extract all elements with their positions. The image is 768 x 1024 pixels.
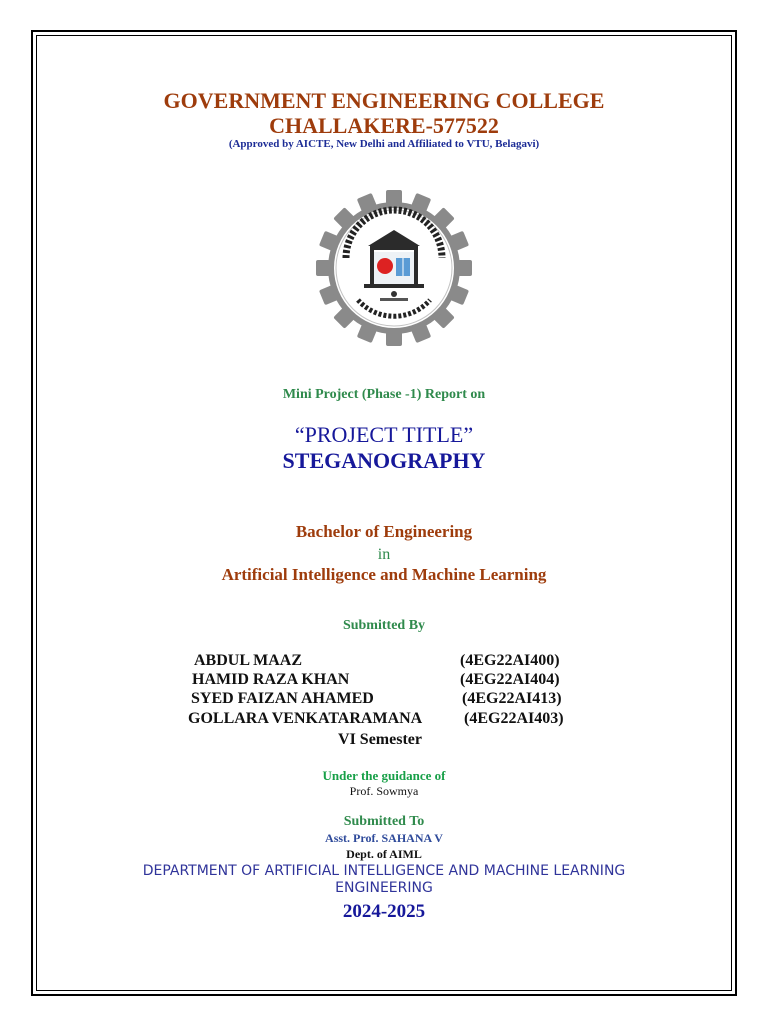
degree-branch: Artificial Intelligence and Machine Learning xyxy=(221,565,547,584)
guide-name: Prof. Sowmya xyxy=(349,784,419,798)
approval-note: (Approved by AICTE, New Delhi and Affiliated to VTU, Belagavi) xyxy=(228,138,540,150)
department-name xyxy=(0,863,768,897)
project-title-label: “PROJECT TITLE” xyxy=(294,422,474,447)
semester: VI Semester xyxy=(338,731,422,748)
student-name: HAMID RAZA KHAN xyxy=(192,671,350,688)
report-intro: Mini Project (Phase -1) Report on xyxy=(282,387,486,402)
submitted-by-heading: Submitted By xyxy=(342,618,426,633)
student-usn: (4EG22AI403) xyxy=(464,710,564,727)
degree-name: Bachelor of Engineering xyxy=(295,522,473,541)
academic-year: 2024-2025 xyxy=(342,901,426,922)
dept-short: Dept. of AIML xyxy=(346,847,422,861)
student-name: ABDUL MAAZ xyxy=(194,652,303,669)
project-title: STEGANOGRAPHY xyxy=(282,448,486,473)
degree-connector: in xyxy=(377,546,391,563)
submitted-to-name: Asst. Prof. SAHANA V xyxy=(325,831,443,845)
guidance-heading: Under the guidance of xyxy=(322,768,446,783)
college-name: GOVERNMENT ENGINEERING COLLEGE xyxy=(163,88,605,113)
department-line-2: ENGINEERING xyxy=(335,880,433,896)
student-name: SYED FAIZAN AHAMED xyxy=(191,690,374,707)
department-line-1: DEPARTMENT OF ARTIFICIAL INTELLIGENCE AND MACHINE LEARNING xyxy=(142,863,626,879)
student-usn: (4EG22AI413) xyxy=(462,690,562,707)
college-header xyxy=(0,88,768,138)
student-name: GOLLARA VENKATARAMANA xyxy=(188,710,423,727)
student-usn: (4EG22AI400) xyxy=(460,652,560,669)
college-emblem-icon xyxy=(314,188,474,348)
submitted-to-heading: Submitted To xyxy=(343,814,425,829)
student-usn: (4EG22AI404) xyxy=(460,671,560,688)
college-location: CHALLAKERE-577522 xyxy=(269,113,499,138)
